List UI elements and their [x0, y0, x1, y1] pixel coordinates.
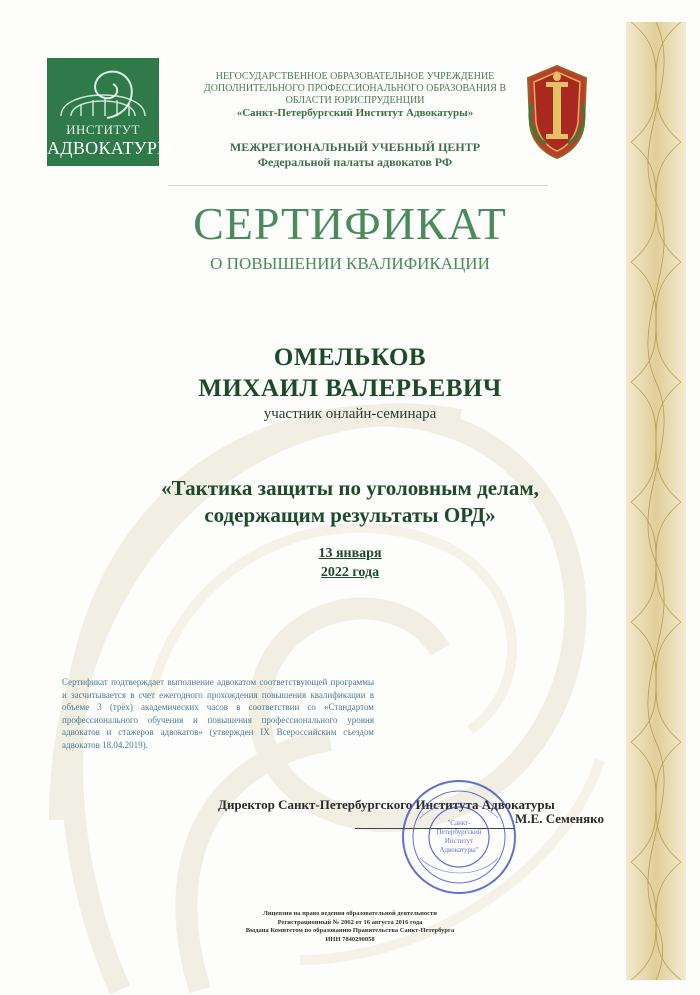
license-info: [150, 910, 550, 944]
org-line-1: НЕГОСУДАРСТВЕННОЕ ОБРАЗОВАТЕЛЬНОЕ УЧРЕЖДЕНИЕ: [215, 71, 495, 82]
stamp-text-line4: Адвокатуры": [439, 846, 479, 854]
logo-text-line1: ИНСТИТУТ: [66, 122, 140, 137]
institute-name: «Санкт-Петербургский Институт Адвокатуры»: [236, 107, 474, 119]
seminar-topic-line-2: содержащим результаты ОРД»: [204, 503, 496, 527]
recipient-role: участник онлайн-семинара: [263, 406, 437, 422]
recipient-given-names: МИХАИЛ ВАЛЕРЬЕВИЧ: [198, 375, 502, 402]
header-divider: [168, 185, 548, 186]
director-name: М.Е. Семеняко: [515, 811, 604, 826]
institute-logo: [47, 58, 174, 166]
stamp-text-line1: "Санкт-: [447, 819, 471, 827]
license-line-2: Регистрационный № 2062 от 16 августа 2016 года: [277, 918, 423, 926]
license-line-1: Лицензия на право ведения образовательной деятельности: [263, 910, 437, 917]
center-line-2: Федеральной палаты адвокатов РФ: [257, 155, 453, 169]
center-line-1: МЕЖРЕГИОНАЛЬНЫЙ УЧЕБНЫЙ ЦЕНТР: [229, 140, 481, 154]
director-title: Директор Санкт-Петербургского Института Адвокатуры: [218, 797, 555, 812]
seminar-topic-line-1: «Тактика защиты по уголовным делам,: [161, 476, 539, 500]
license-line-3: Выдана Комитетом по образованию Правительства Санкт-Петербурга: [245, 927, 455, 935]
org-line-3: ОБЛАСТИ ЮРИСПРУДЕНЦИИ: [285, 95, 425, 106]
certificate-subtitle: О ПОВЫШЕНИИ КВАЛИФИКАЦИИ: [210, 254, 490, 273]
logo-text-line2: АДВОКАТУРЫ: [47, 138, 174, 158]
seminar-date-day: 13 января: [318, 546, 382, 561]
org-line-2: ДОПОЛНИТЕЛЬНОГО ПРОФЕССИОНАЛЬНОГО ОБРАЗОВАНИЯ В: [203, 83, 507, 94]
certificate-title: СЕРТИФИКАТ: [193, 198, 507, 249]
official-stamp-icon: [400, 778, 518, 896]
seminar-date-year: 2022 года: [320, 565, 380, 580]
gold-guilloche-ribbon: [626, 22, 686, 980]
bar-association-emblem-icon: [522, 64, 592, 160]
certificate-description: Сертификат подтверждает выполнение адвокатом соответствующей программы и засчитывается в счет ежегодного прохождения повышения квалификации в объеме 3 (трёх) академических часов в соответствии со «Стандартом профессионального обучения и повышения профессионального уровня адвокатов и стажеров адвокатов» (утвержден IX Всероссийским съездом адвокатов 18.04.2019).: [62, 677, 374, 750]
stamp-text-line2: Петербургский: [436, 828, 482, 836]
recipient-surname: ОМЕЛЬКОВ: [273, 344, 427, 371]
stamp-text-line3: Институт: [444, 837, 474, 845]
training-center: [170, 140, 540, 170]
organization-name: [170, 71, 540, 107]
license-line-4: ИНН 7840290058: [325, 935, 375, 943]
